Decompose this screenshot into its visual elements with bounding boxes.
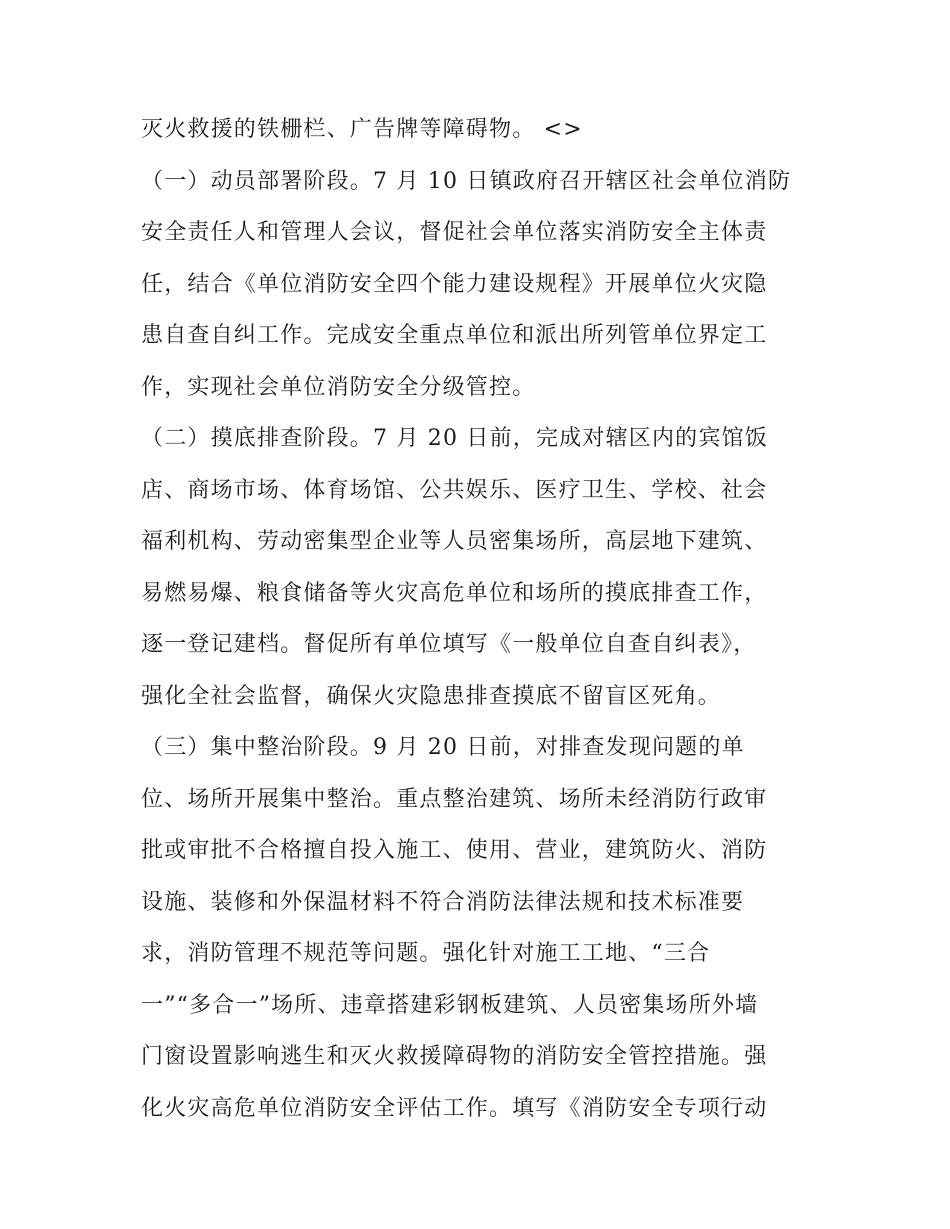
text-line: 灭火救援的铁栅栏、广告牌等障碍物。 <> — [141, 117, 583, 142]
text-line: 易燃易爆、粮食储备等火灾高危单位和场所的摸底排查工作， — [141, 580, 768, 606]
text-line: 一”“多合一”场所、违章搭建彩钢板建筑、人员密集场所外墙 — [141, 992, 759, 1018]
text-line: 逐一登记建档。督促所有单位填写《一般单位自查自纠表》， — [141, 632, 757, 657]
text-line: 店、商场市场、体育场馆、公共娱乐、医疗卫生、学校、社会 — [141, 477, 768, 503]
text-line: （二）摸底排查阶段。7 月 20 日前，完成对辖区内的宾馆饭 — [141, 426, 768, 451]
text-line: 安全责任人和管理人会议，督促社会单位落实消防安全主体责 — [141, 220, 768, 245]
text-line: 化火灾高危单位消防安全评估工作。填写《消防安全专项行动 — [141, 1095, 768, 1121]
text-line: （三）集中整治阶段。9 月 20 日前，对排查发现问题的单 — [141, 735, 745, 760]
text-line: 强化全社会监督，确保火灾隐患排查摸底不留盲区死角。 — [141, 683, 722, 709]
text-line: 批或审批不合格擅自投入施工、使用、营业，建筑防火、消防 — [141, 838, 768, 863]
body-text — [141, 108, 821, 1138]
text-line: 作，实现社会单位消防安全分级管控。 — [141, 374, 536, 400]
text-line: 福利机构、劳动密集型企业等人员密集场所，高层地下建筑、 — [141, 529, 768, 554]
text-line: 门窗设置影响逃生和灭火救援障碍物的消防安全管控措施。强 — [141, 1044, 768, 1069]
text-line: 任，结合《单位消防安全四个能力建设规程》开展单位火灾隐 — [141, 271, 768, 297]
text-line: 患自查自纠工作。完成安全重点单位和派出所列管单位界定工 — [141, 323, 768, 348]
text-line: 设施、装修和外保温材料不符合消防法律法规和技术标准要 — [141, 889, 745, 915]
text-line: （一）动员部署阶段。7 月 10 日镇政府召开辖区社会单位消防 — [141, 168, 792, 194]
text-line: 位、场所开展集中整治。重点整治建筑、场所未经消防行政审 — [141, 786, 768, 812]
text-line: 求，消防管理不规范等问题。强化针对施工工地、“三合 — [141, 941, 711, 966]
